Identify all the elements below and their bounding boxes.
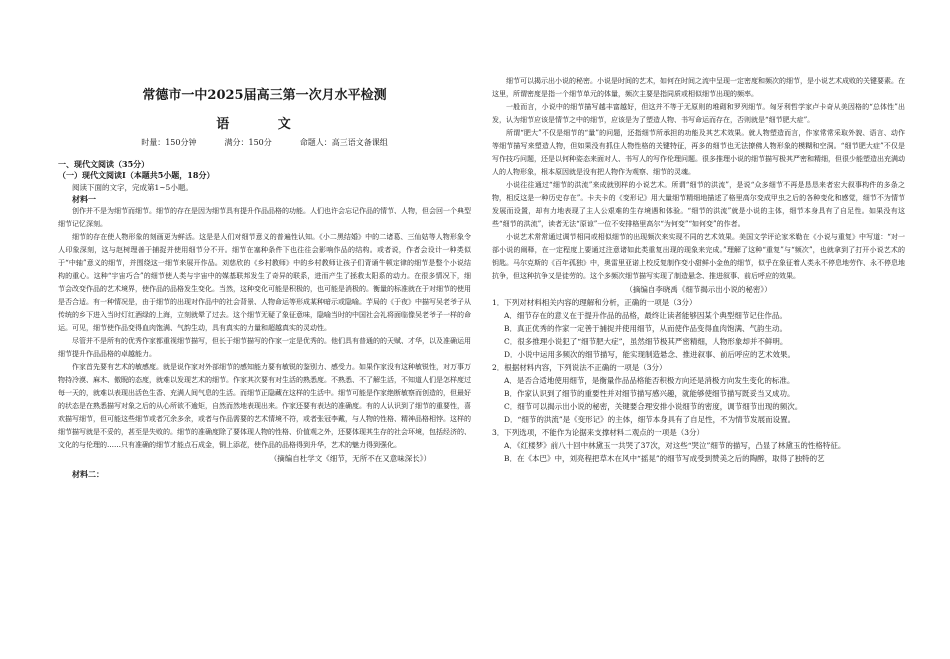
sub-heading: （一）现代文阅读Ⅰ（本题共5小题，18分） — [58, 170, 215, 180]
question-option: C．细节可以揭示出小说的秘密，关键要合理安排小说细节的密度，调节细节出现的频次。 — [504, 402, 803, 411]
question-stem: 1．下列对材料相关内容的理解和分析，正确的一项是（3分） — [492, 298, 697, 307]
exam-score: 满分：150分 — [224, 138, 272, 147]
instruction: 阅读下面的文字，完成第1~5小题。 — [72, 183, 193, 192]
question-option: B．真正优秀的作家一定善于捕捉并使用细节，从而使作品变得血肉饱满、气韵生动。 — [504, 324, 788, 333]
question-option: A．是否合适地使用细节，是衡量作品品格能否积极方向还是消极方向发生变化的标准。 — [504, 376, 795, 385]
right-column — [492, 0, 905, 659]
subject-title: 语 文 — [216, 117, 313, 132]
m1-paragraph: 作家首先要有艺术的敏感度。就是说作家对外部细节的感知能力要有敏锐的鉴别力、感受力。如果作家没有这种敏锐性，对万事万物持冷漠、麻木、傲睨的态度，就难以发现艺术的细节。作家其次要有对生活的熟悉度。不熟悉、不了解生活，不知道人们是怎样度过每一天的，就难以表现出活色生香、充满人间气息的生活。而细节正隐藏在这样的生活中。细节可能是作家绝断敏察而创造的，但最好的状态是在熟悉描写对象之后的从心所欲不逾矩，自然而然地表现出来。作家还要有表达的准确度。有的人认识到了细节的重要性，喜欢描写细节，但可能这些细节或者冗余多余，或者与作品需要的艺术情境不符，或者张冠李戴，与人物的性格、精神品格相悖。这样的细节描写就是不妥的，甚至是失败的。细节的准确度除了要体现人物的性格、价值观之外，还要体现其生存的社会环境，包括经济的、文化的与伦理的……只有准确的细节才能点石成金，铜上添花，使作品的品格得到升华，艺术的魅力得到强化。 — [58, 363, 471, 449]
question-option: D．小说中运用多频次的细节描写，能实现制造悬念、推进叙事、前后呼应的艺术效果。 — [504, 350, 796, 359]
question-option: B．在《本巴》中，刘亮程把草木在风中“摇晃”的细节写成受到赞美之后的陶醉，取得了独特的艺 — [504, 454, 825, 463]
question-option: C．很多推理小说犯了“细节肥大症”，虽然细节极其严密精细，人物形象却并不鲜明。 — [504, 337, 788, 346]
exam-title: 常德市一中2025届高三第一次月水平检测 — [142, 88, 387, 103]
section-heading: 一、现代文阅读（35分） — [58, 159, 150, 169]
m1-paragraph: 创作并不是为细节而细节。细节的存在是因为细节具有提升作品品格的功能。人们也许会忘记作品的情节、人物，但会回一个典型细节记忆深刻。 — [58, 207, 471, 228]
exam-author: 命题人：高三语文备课组 — [299, 138, 388, 147]
question-option: A．细节存在的意义在于提升作品的品格，最终让读者能够因某个典型细节记住作品。 — [504, 311, 787, 320]
question-option: B．作家认识到了细节的重要性并对细节描写感兴趣，就能够使细节描写既妥当又成功。 — [504, 389, 795, 398]
left-body — [58, 159, 471, 480]
left-column — [58, 0, 471, 659]
material-1-label: 材料一 — [72, 194, 96, 204]
m2-paragraph: 小说艺术常常通过调节相同或相似细节的出现频次来实现不同的艺术效果。美国文学评论家米勒在《小说与重复》中写道：“对一部小说的阐释，在一定程度上要通过注意诸如此类重复出现的现象来完成。”理解了这种“重复”与“频次”，也就拿到了打开小说艺术的钥匙。马尔克斯的《百年孤独》中，奥雷里亚诺上校反复制作变小甜鲜小金鱼的细节，似乎在象征着人类永不停息地劳作、永不停息地抗争，但这种抗争又是徒劳的。这个多频次细节描写实现了制造悬念、推进叙事、前后呼应的效果。 — [492, 233, 905, 280]
m2-paragraph: 小说往往通过“细节的洪流”来成就别样的小说艺术。所谓“细节的洪流”，是说“众多细节不再是恳恳来者宏大叙事构件的多条之物，相反这是一种历史存在”。卡夫卡的《变形记》用大量细节精细地描述了格里高尔变成甲虫之后的各种变化和感觉，细节不为情节发展而设置，却有力地表现了主人公艰难的生存境遇和体验。“细节的洪流”就是小说的主体，细节本身具有了自足性。如果没有这些“细节的洪流”，读者无法“原谅”一位不安排格里高尔“为何变”“如何变”的作者。 — [492, 181, 905, 228]
m1-source: （摘编自杜学文《细节，无所不在又意味深长》） — [269, 454, 431, 463]
exam-time: 时量：150分钟 — [141, 138, 197, 147]
material-2-label: 材料二： — [72, 469, 104, 479]
right-body — [492, 75, 905, 465]
m2-paragraph: 所谓“肥大”不仅是细节的“量”的问题，还指细节所承担的功能及其艺术效果。就人物塑造而言，作家常常采取外貌、语言、动作等细节描写来塑造人物，但如果没有抓住人物性格的关键特征，再多的细节也无法撩佛人物形象的模糊和空洞。“细节肥大症”不仅是写作技巧问题，还是以何种姿态来面对人、书写人的写作伦理问题。很多推理小说的细节描写极其严密和精细，但很少能塑造出充满动人的人物形象，根本原因就是没有把人物作为观察、细节的灵魂。 — [492, 129, 905, 176]
exam-meta — [58, 137, 471, 148]
m2-paragraph: 细节可以揭示出小说的秘密。小说是时间的艺术，如何在时间之流中呈现一定密度和频次的细节，是小说艺术成败的关键要素。在这里，所谓密度是指一个细节单元的体量，频次主要是指同质或相似细节出现的频率。 — [492, 77, 905, 98]
question-stem: 3．下列选项，不能作为论据来支撑材料二观点的一项是（3分） — [492, 428, 705, 437]
question-stem: 2．根据材料内容，下列说法不正确的一项是（3分） — [492, 363, 667, 372]
m1-paragraph: 尽管并不是所有的优秀作家都重视细节描写，但长于细节描写的作家一定是优秀的。他们具有普通的的天赋、才华，以及准确运用细节提升作品品格的卓越能力。 — [58, 337, 471, 358]
m2-source: （摘编自李晓禹《细节揭示出小说的秘密》） — [625, 285, 772, 294]
m1-paragraph: 细节的存在使人物形象的刻画更为鲜活。这是是人们对细节意义的普遍性认知。《小二黑结婚》中的二诸葛、三仙姑等人物形象令人印象深刻，这与赵树理善于捕捉并使用细节分不开。细节在塞种条件下也往往会影响作品的结构。或者说，作者会设计一种类似于“中轴”意义的细节，并围绕这一细节来展开作品。刘慈欣的《乡村教师》中的乡村教师让孩子们背诵牛顿定律的细节是整个小说结构的重心。这种“宇宙巧合”的细节使人类与宇宙中的媒基联邦发生了奇异的联系，进而产生了拯救太阳系的动力。在很多情况下，细节会改变作品的艺术境界，使作品的品格发生变化。当然，这种变化可能是积极的，也可能是消极的。衡量的标准就在于对细节的使用是否合适。有一种情况是，由于细节的出现对作品中的社会背景、人物命运等形成某种暗示或隐喻。芋局的《于夜》中描写吴老爷子从传统的乡下进入当时灯红酒绿的上海，立刻就晕了过去。这个细节无疑了象征意味，隐喻当时的中国社会礼将面临像吴老爷子一样的命运。可见，细节使作品变得血肉饱满、气韵生动，具有真实的力量和超越真实的灵动性。 — [58, 233, 471, 332]
question-option: D．“细节的洪流”是《变形记》的主体，细节本身具有了自足性，不为情节发展而设置。 — [504, 415, 796, 424]
question-option: A．《红楼梦》前八十回中林黛玉一共哭了37次，对这些“哭泣”细节的描写，凸显了林黛玉的性格特征。 — [504, 441, 846, 450]
m2-paragraph: 一般而言，小说中的细节描写越丰富越好，但这并不等于无原则的堆砌和罗列细节。匈牙利哲学家卢卡奇从美因格的“总体性”出发，认为细节应该是情节之中的细节，应该是为了塑造人物、书写命运而存在，否则就是“细节肥大症”。 — [492, 103, 905, 124]
